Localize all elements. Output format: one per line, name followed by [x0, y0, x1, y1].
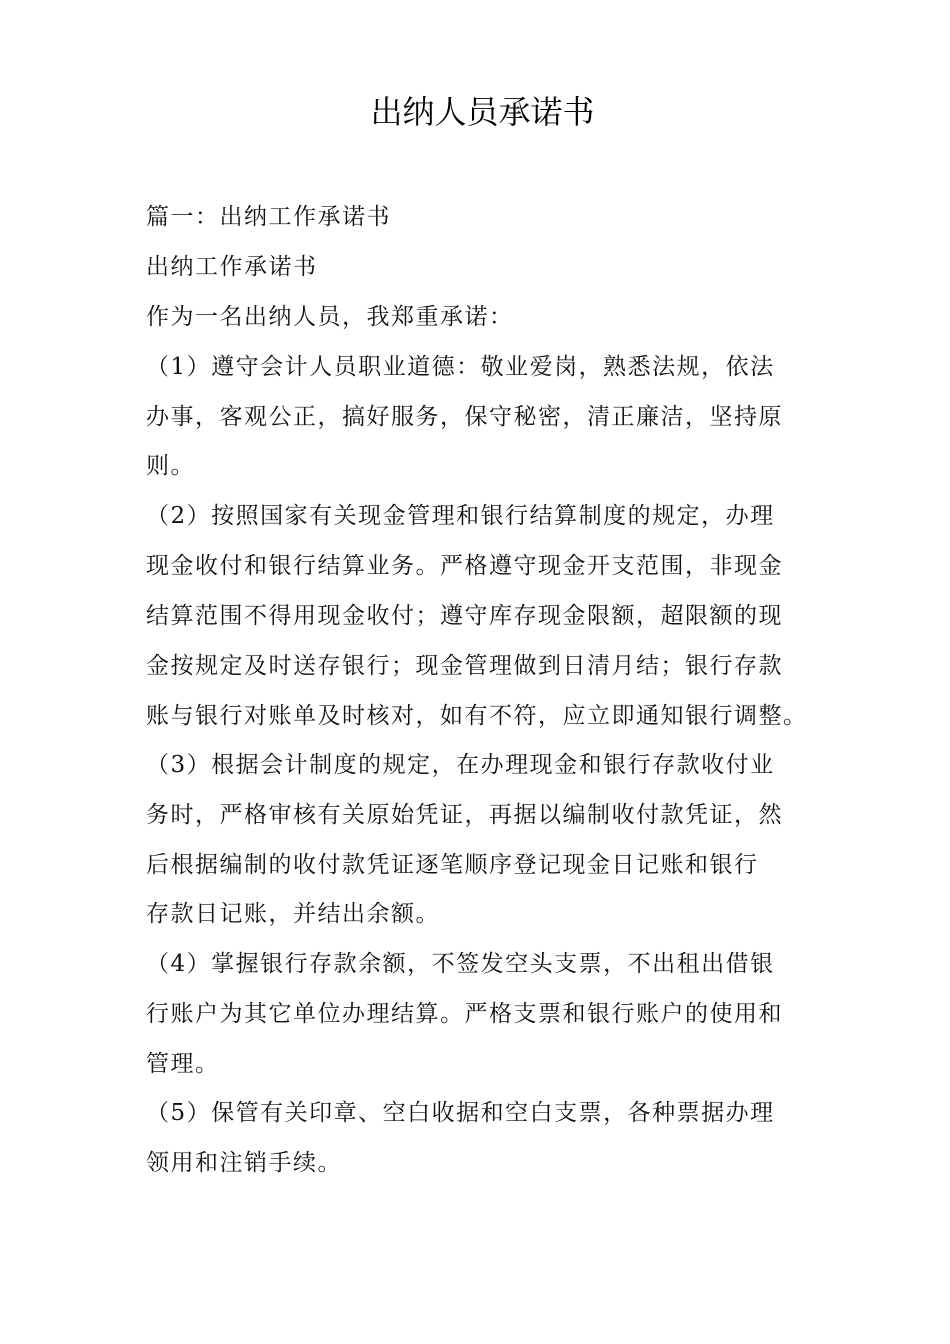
intro-line: 作为一名出纳人员，我郑重承诺： — [146, 304, 514, 330]
clause-4-line: （4）掌握银行存款余额，不签发空头支票，不出租出借银 — [146, 951, 775, 977]
clause-2-line: 金按规定及时送存银行；现金管理做到日清月结；银行存款 — [146, 653, 783, 679]
document-title: 出纳人员承诺书 — [370, 93, 595, 131]
clause-1-line: （1）遵守会计人员职业道德：敬业爱岗，熟悉法规，依法 — [146, 354, 775, 380]
clause-5-line: 领用和注销手续。 — [146, 1150, 342, 1176]
clause-3-line: 存款日记账，并结出余额。 — [146, 901, 440, 927]
clause-3-line: （3）根据会计制度的规定，在办理现金和银行存款收付业 — [146, 752, 775, 778]
clause-3-line: 务时，严格审核有关原始凭证，再据以编制收付款凭证，然 — [146, 802, 783, 828]
clause-4-line: 管理。 — [146, 1051, 220, 1077]
clause-4-line: 行账户为其它单位办理结算。严格支票和银行账户的使用和 — [146, 1001, 783, 1027]
clause-3-line: 后根据编制的收付款凭证逐笔顺序登记现金日记账和银行 — [146, 852, 759, 878]
clause-1-line: 则。 — [146, 453, 195, 479]
clause-2-line: （2）按照国家有关现金管理和银行结算制度的规定，办理 — [146, 503, 775, 529]
clause-1-line: 办事，客观公正，搞好服务，保守秘密，清正廉洁，坚持原 — [146, 404, 783, 430]
clause-5-line: （5）保管有关印章、空白收据和空白支票，各种票据办理 — [146, 1100, 775, 1126]
clause-2-line: 账与银行对账单及时核对，如有不符，应立即通知银行调整。 — [146, 703, 808, 729]
clause-2-line: 现金收付和银行结算业务。严格遵守现金开支范围，非现金 — [146, 553, 783, 579]
clause-2-line: 结算范围不得用现金收付；遵守库存现金限额，超限额的现 — [146, 603, 783, 629]
section-heading: 篇一：出纳工作承诺书 — [146, 204, 391, 230]
subheading: 出纳工作承诺书 — [146, 254, 318, 280]
